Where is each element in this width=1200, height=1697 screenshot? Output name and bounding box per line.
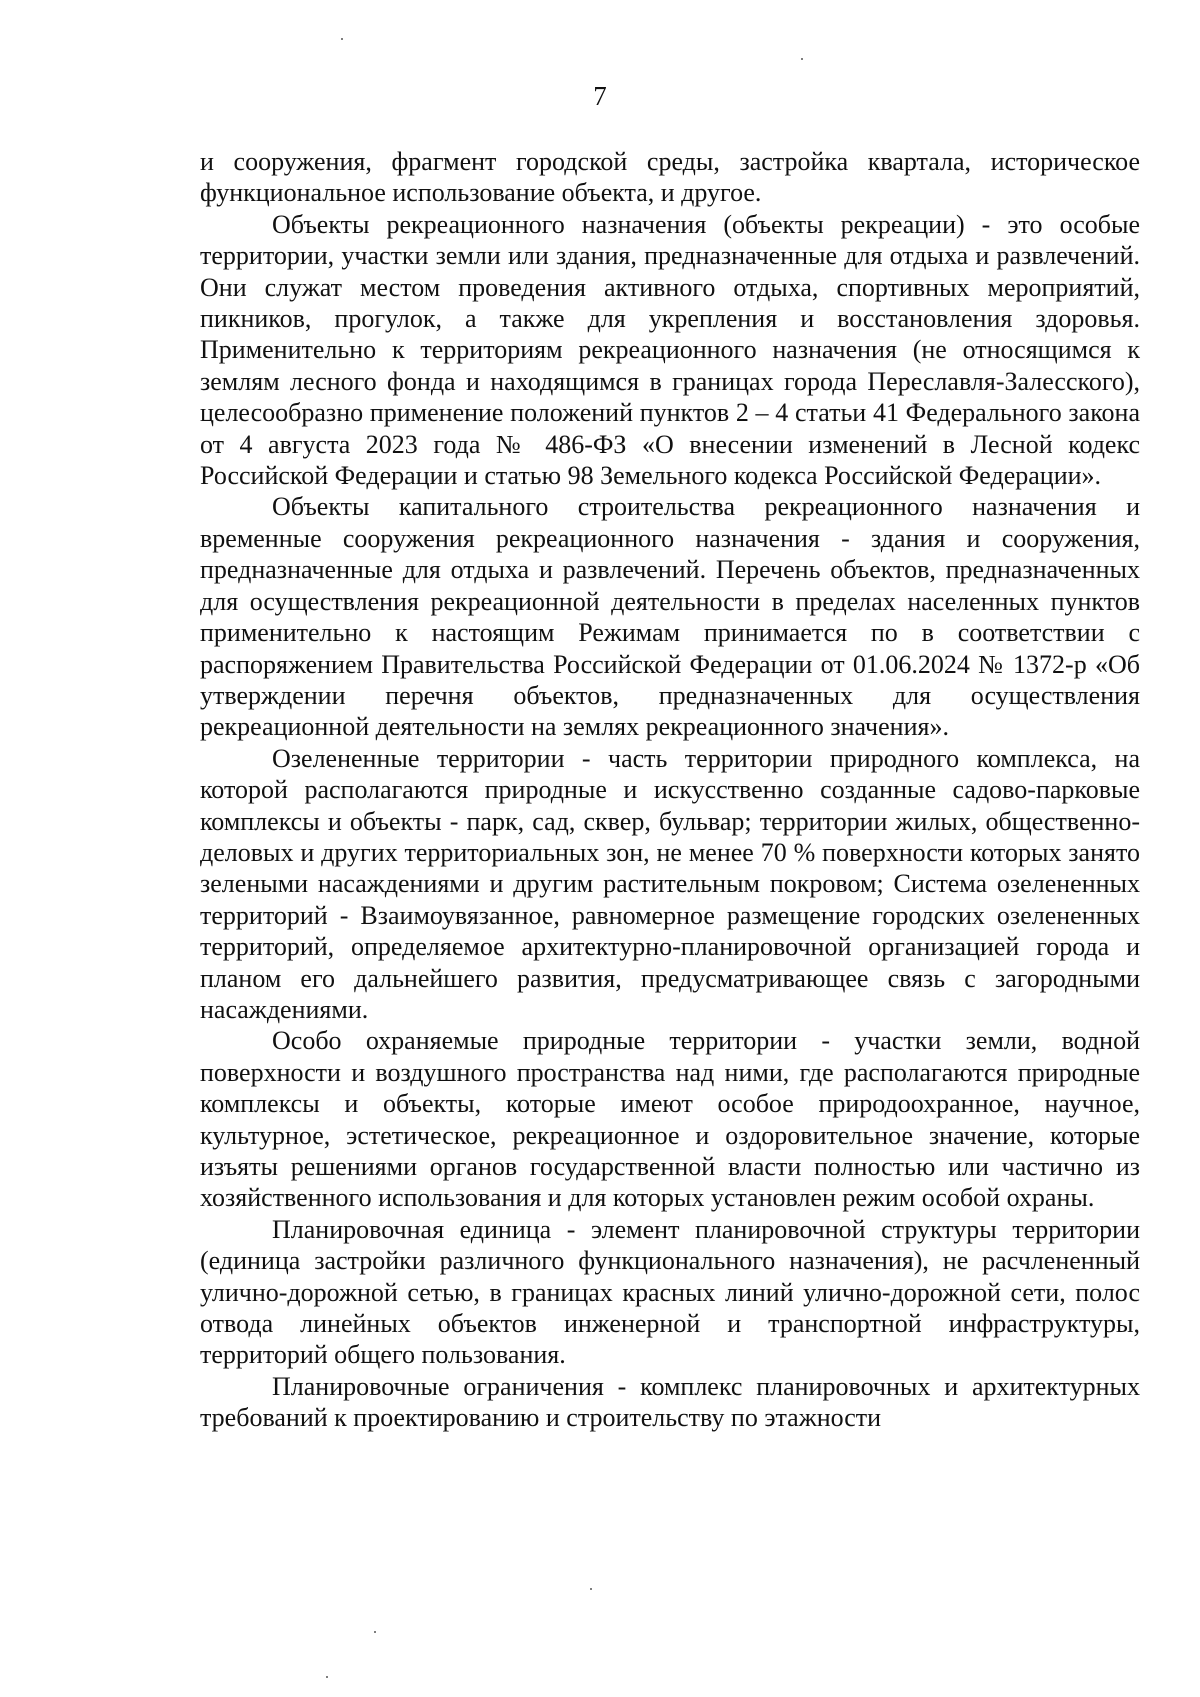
paragraph-protected-territories: Особо охраняемые природные территории - участки земли, водной поверхности и воздушного пространства над ними, где располагаются природные комплексы и объекты, которые имеют особое природоохранное, научное, культурное, эстетическое, рекреационное и оздоровительное значение, которые изъяты решениями органов государственной власти полностью или частично из хозяйственного использования и для которых установлен режим особой охраны. xyxy=(200,1026,1140,1213)
paragraph-capital-construction: Объекты капитального строительства рекреационного назначения и временные сооружения рекреационного назначения - здания и сооружения, предназначенные для отдыха и развлечений. Перечень объектов, предназначенных для осуществления рекреационной деятельности в пределах населенных пунктов применительно к настоящим Режимам принимается по в соответствии с распоряжением Правительства Российской Федерации от 01.06.2024 № 1372-р «Об утверждении перечня объектов, предназначенных для осуществления рекреационной деятельности на землях рекреационного значения». xyxy=(200,492,1140,742)
document-body xyxy=(200,146,1140,1434)
scan-speck xyxy=(326,1676,328,1678)
paragraph-continuation: и сооружения, фрагмент городской среды, застройка квартала, историческое функциональное использование объекта, и другое. xyxy=(200,147,1140,208)
paragraph-planning-unit: Планировочная единица - элемент планировочной структуры территории (единица застройки различного функционального назначения), не расчлененный улично-дорожной сетью, в границах красных линий улично-дорожной сети, полос отвода линейных объектов инженерной и транспортной инфраструктуры, территорий общего пользования. xyxy=(200,1214,1140,1370)
paragraph-recreation-objects: Объекты рекреационного назначения (объекты рекреации) - это особые территории, участки земли или здания, предназначенные для отдыха и развлечений. Они служат местом проведения активного отдыха, спортивных мероприятий, пикников, прогулок, а также для укрепления и восстановления здоровья. Применительно к территориям рекреационного назначения (не относящимся к землям лесного фонда и находящимся в границах города Переславля-Залесского), целесообразно применение положений пунктов 2 – 4 статьи 41 Федерального закона от 4 августа 2023 года № 486-ФЗ «О внесении изменений в Лесной кодекс Российской Федерации и статью 98 Земельного кодекса Российской Федерации». xyxy=(200,209,1140,491)
paragraph-green-territories: Озелененные территории - часть территории природного комплекса, на которой располагаются природные и искусственно созданные садово-парковые комплексы и объекты - парк, сад, сквер, бульвар; территории жилых, общественно-деловых и других территориальных зон, не менее 70 % поверхности которых занято зелеными насаждениями и другим растительным покровом; Система озелененных территорий - Взаимоувязанное, равномерное размещение городских озелененных территорий, определяемое архитектурно-планировочной организацией города и планом его дальнейшего развития, предусматривающее связь с загородными насаждениями. xyxy=(200,743,1140,1024)
page-number: 7 xyxy=(593,81,607,111)
scan-speck xyxy=(374,1631,376,1633)
scan-speck xyxy=(341,38,343,40)
paragraph-planning-restrictions: Планировочные ограничения - комплекс планировочных и архитектурных требований к проектированию и строительству по этажности xyxy=(200,1371,1140,1433)
scan-speck xyxy=(590,1588,592,1590)
scan-speck xyxy=(801,58,803,60)
